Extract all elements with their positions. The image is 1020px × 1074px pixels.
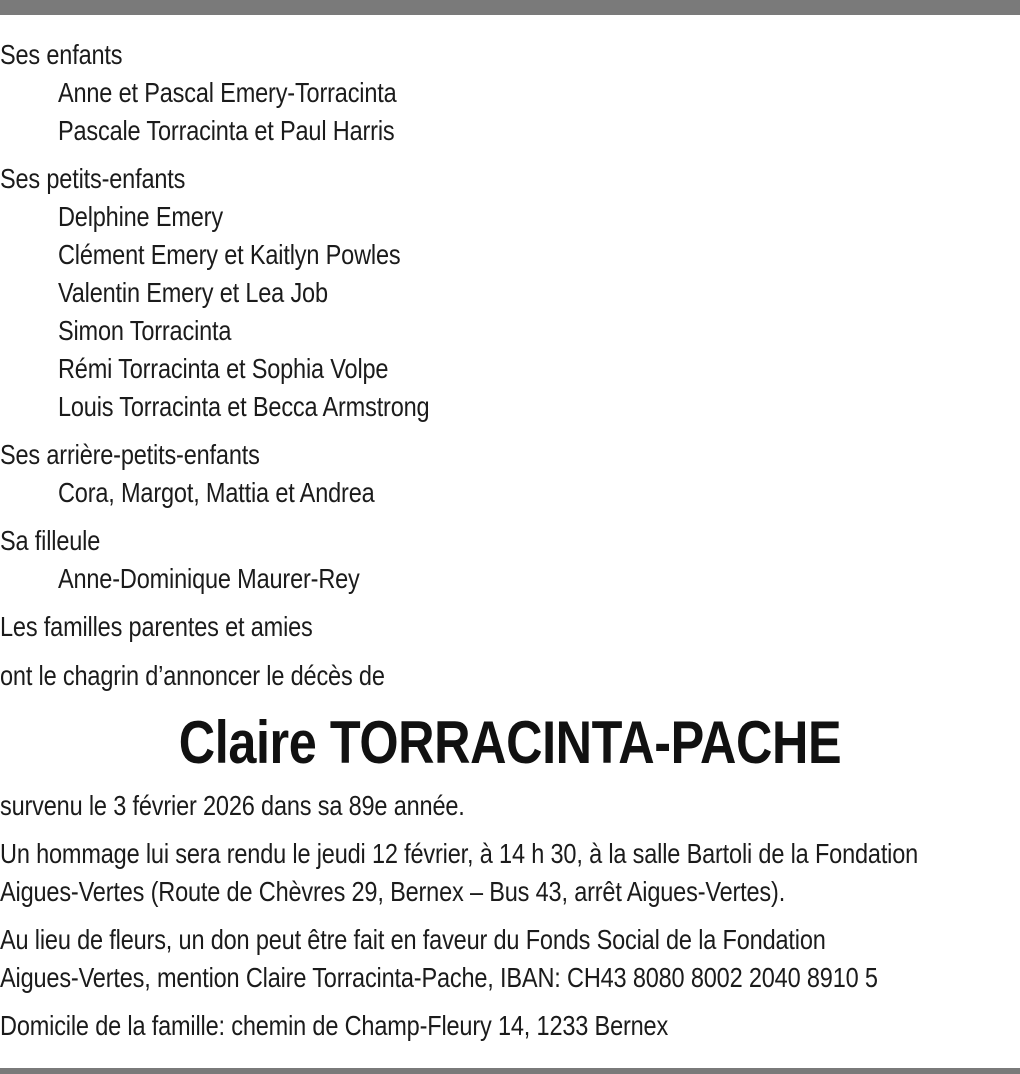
donation-line: Aigues-Vertes, mention Claire Torracinta-Pache, IBAN: CH43 8080 8002 2040 8910 5 (0, 962, 878, 993)
families-text: Les familles parentes et amies (0, 611, 313, 642)
tribute-line: Un hommage lui sera rendu le jeudi 12 février, à 14 h 30, à la salle Bartoli de la Fondation (0, 838, 919, 869)
children-heading: Ses enfants (0, 39, 123, 70)
announcement-text: ont le chagrin d’annoncer le décès de (0, 660, 385, 691)
goddaughter-name: Anne-Dominique Maurer-Rey (57, 563, 360, 594)
grandchild-name: Valentin Emery et Lea Job (57, 277, 328, 308)
grandchildren-heading: Ses petits-enfants (0, 163, 186, 194)
announcement-line (0, 657, 1020, 695)
child-name: Pascale Torracinta et Paul Harris (57, 115, 395, 146)
obituary-notice (0, 36, 1020, 1045)
great-grandchildren-group (0, 436, 1020, 512)
donation-paragraph (0, 921, 1020, 997)
domicile-line (0, 1007, 1020, 1045)
families-line (0, 608, 1020, 646)
top-divider (0, 0, 1020, 15)
goddaughter-group (0, 522, 1020, 598)
grandchild-name: Simon Torracinta (57, 315, 232, 346)
great-grandchild-names: Cora, Margot, Mattia et Andrea (57, 477, 375, 508)
goddaughter-heading: Sa filleule (0, 525, 101, 556)
tribute-line: Aigues-Vertes (Route de Chèvres 29, Bernex – Bus 43, arrêt Aigues-Vertes). (0, 876, 786, 907)
donation-line: Au lieu de fleurs, un don peut être fait en faveur du Fonds Social de la Fondation (0, 924, 826, 955)
grandchild-name: Louis Torracinta et Becca Armstrong (57, 391, 430, 422)
bottom-divider (0, 1068, 1020, 1074)
children-group (0, 36, 1020, 150)
great-grandchildren-heading: Ses arrière-petits-enfants (0, 439, 260, 470)
death-info-line (0, 787, 1020, 825)
grandchildren-group (0, 160, 1020, 426)
tribute-paragraph (0, 835, 1020, 911)
grandchild-name: Clément Emery et Kaitlyn Powles (57, 239, 401, 270)
death-info-text: survenu le 3 février 2026 dans sa 89e année. (0, 790, 465, 821)
grandchild-name: Delphine Emery (57, 201, 223, 232)
child-name: Anne et Pascal Emery-Torracinta (57, 77, 397, 108)
grandchild-name: Rémi Torracinta et Sophia Volpe (57, 353, 389, 384)
domicile-text: Domicile de la famille: chemin de Champ-Fleury 14, 1233 Bernex (0, 1010, 669, 1041)
deceased-name: Claire TORRACINTA-PACHE (178, 709, 842, 776)
